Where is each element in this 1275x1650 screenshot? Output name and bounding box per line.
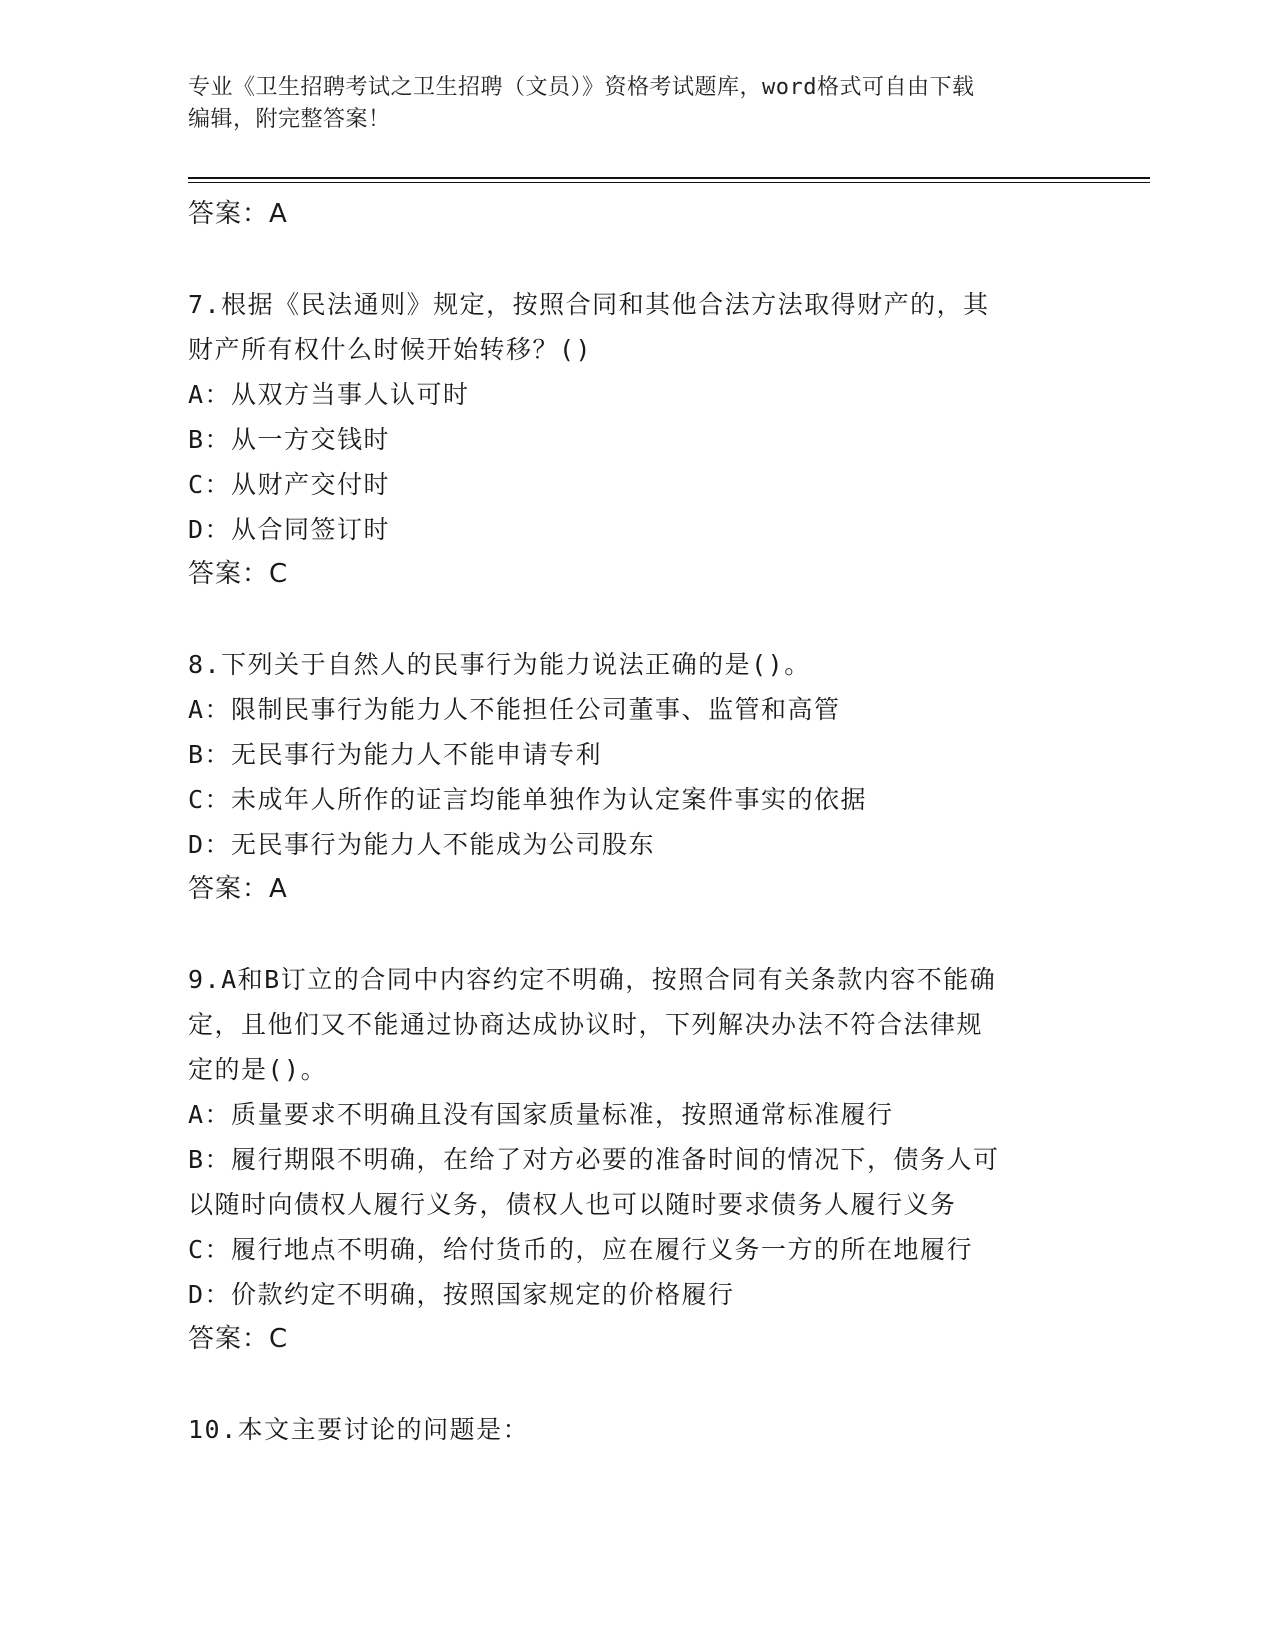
question-line: 9.A和B订立的合同中内容约定不明确，按照合同有关条款内容不能确 — [188, 965, 997, 994]
option-line: C：从财产交付时 — [188, 470, 391, 499]
option-line: D：从合同签订时 — [188, 515, 391, 544]
header-line-1: 专业《卫生招聘考试之卫生招聘（文员）》资格考试题库，word格式可自由下载 — [188, 75, 975, 100]
question-list — [188, 192, 1088, 1452]
header-rule-thick — [188, 177, 1150, 179]
option-line: B：从一方交钱时 — [188, 425, 391, 454]
question-block — [188, 1407, 1088, 1452]
option-line: A：质量要求不明确且没有国家质量标准，按照通常标准履行 — [188, 1100, 894, 1129]
question-line: 8.下列关于自然人的民事行为能力说法正确的是()。 — [188, 650, 811, 679]
option-line: B：履行期限不明确，在给了对方必要的准备时间的情况下，债务人可 — [188, 1145, 1000, 1174]
option-line: A：从双方当事人认可时 — [188, 380, 470, 409]
question-line: 7.根据《民法通则》规定，按照合同和其他合法方法取得财产的，其 — [188, 290, 990, 319]
option-line: A：限制民事行为能力人不能担任公司董事、监管和高管 — [188, 695, 841, 724]
document-header — [188, 72, 1088, 136]
option-line: C：未成年人所作的证言均能单独作为认定案件事实的依据 — [188, 785, 868, 814]
answer-line: 答案：A — [188, 874, 288, 904]
question-line: 财产所有权什么时候开始转移？() — [188, 335, 593, 364]
header-line-2: 编辑，附完整答案！ — [188, 107, 391, 132]
question-block — [188, 642, 1088, 912]
spacer — [188, 237, 1088, 282]
option-line: C：履行地点不明确，给付货币的，应在履行义务一方的所在地履行 — [188, 1235, 974, 1264]
spacer — [188, 912, 1088, 957]
answer-line: 答案：C — [188, 559, 289, 589]
spacer — [188, 597, 1088, 642]
question-block — [188, 282, 1088, 597]
spacer — [188, 1362, 1088, 1407]
option-line: D：无民事行为能力人不能成为公司股东 — [188, 830, 656, 859]
answer-line: 答案：A — [188, 199, 288, 229]
question-block — [188, 957, 1088, 1362]
question-line: 定，且他们又不能通过协商达成协议时，下列解决办法不符合法律规 — [188, 1010, 984, 1039]
header-rule-thin — [188, 182, 1150, 183]
option-line: B：无民事行为能力人不能申请专利 — [188, 740, 603, 769]
question-line: 10.本文主要讨论的问题是： — [188, 1415, 530, 1444]
option-line: D：价款约定不明确，按照国家规定的价格履行 — [188, 1280, 735, 1309]
question-line: 定的是()。 — [188, 1055, 328, 1084]
option-line: 以随时向债权人履行义务，债权人也可以随时要求债务人履行义务 — [188, 1190, 957, 1219]
answer-line: 答案：C — [188, 1324, 289, 1354]
